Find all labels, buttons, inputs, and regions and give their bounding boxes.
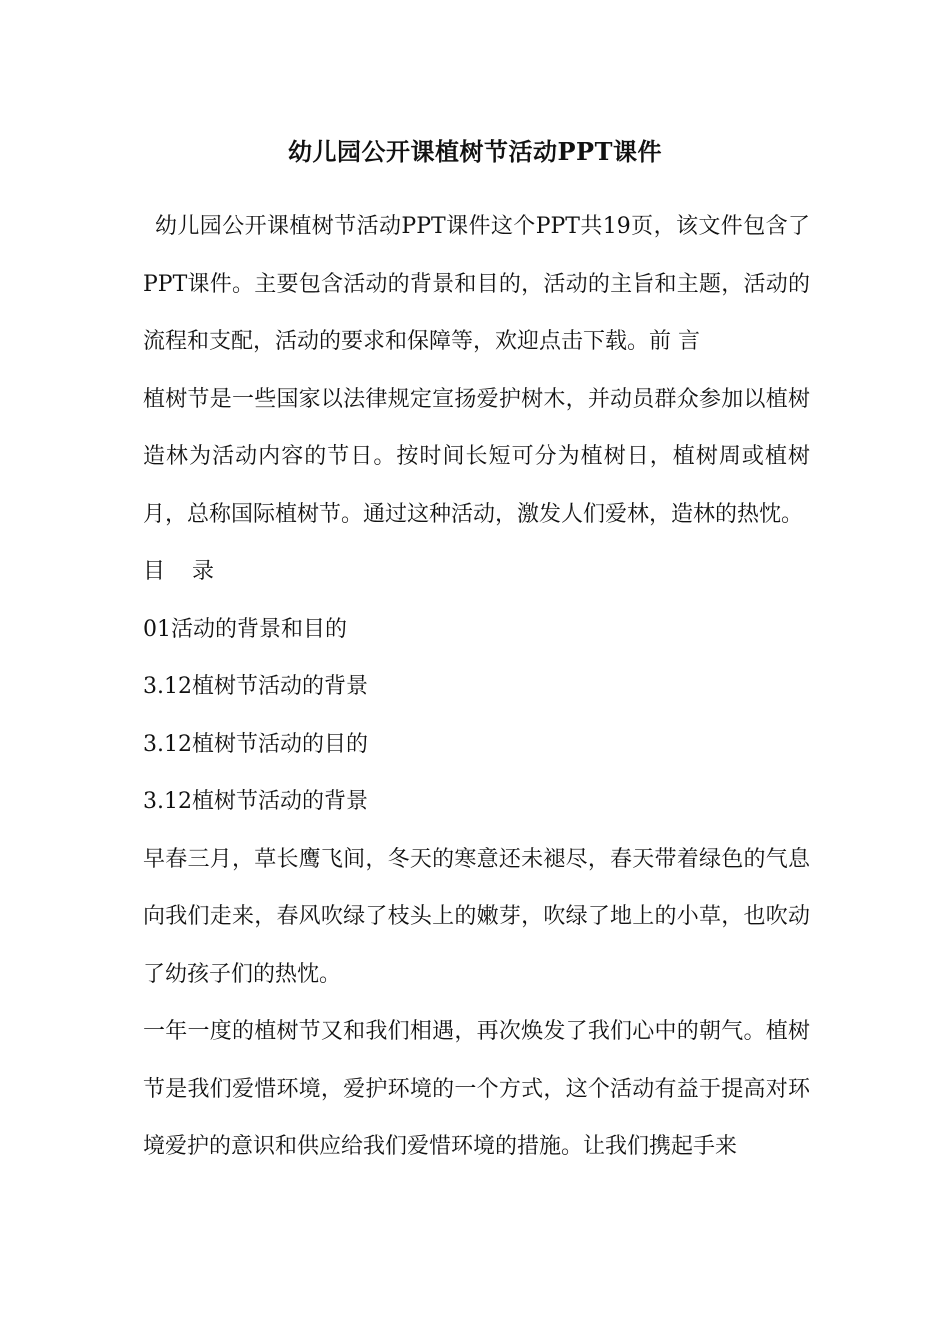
document-body: [143, 198, 810, 1176]
toc-item: 3.12植树节活动的目的: [143, 731, 368, 757]
section-heading: 3.12植树节活动的背景: [143, 789, 368, 814]
toc-item: 01活动的背景和目的: [143, 616, 347, 642]
body-paragraph: 一年一度的植树节又和我们相遇，再次焕发了我们心中的朝气。植树节是我们爱惜环境，爱护环境的一个方式，这个活动有益于提高对环境爱护的意识和供应给我们爱惜环境的措施。让我们携起手来: [143, 1019, 810, 1159]
body-paragraph: 早春三月，草长鹰飞间，冬天的寒意还未褪尽，春天带着绿色的气息向我们走来，春风吹绿了枝头上的嫩芽，吹绿了地上的小草，也吹动了幼孩子们的热忱。: [143, 846, 810, 987]
document-title: 幼儿园公开课植树节活动PPT课件: [288, 137, 662, 166]
intro-paragraph: 幼儿园公开课植树节活动PPT课件这个PPT共19页，该文件包含了PPT课件。主要包含活动的背景和目的，活动的主旨和主题，活动的流程和支配，活动的要求和保障等，欢迎点击下载。前 言: [143, 214, 810, 354]
toc-heading: 目 录: [143, 559, 224, 584]
toc-item: 3.12植树节活动的背景: [143, 674, 368, 699]
preface-paragraph: 植树节是一些国家以法律规定宣扬爱护树木，并动员群众参加以植树造林为活动内容的节日。按时间长短可分为植树日，植树周或植树月，总称国际植树节。通过这种活动，激发人们爱林，造林的热忱。: [143, 386, 810, 527]
